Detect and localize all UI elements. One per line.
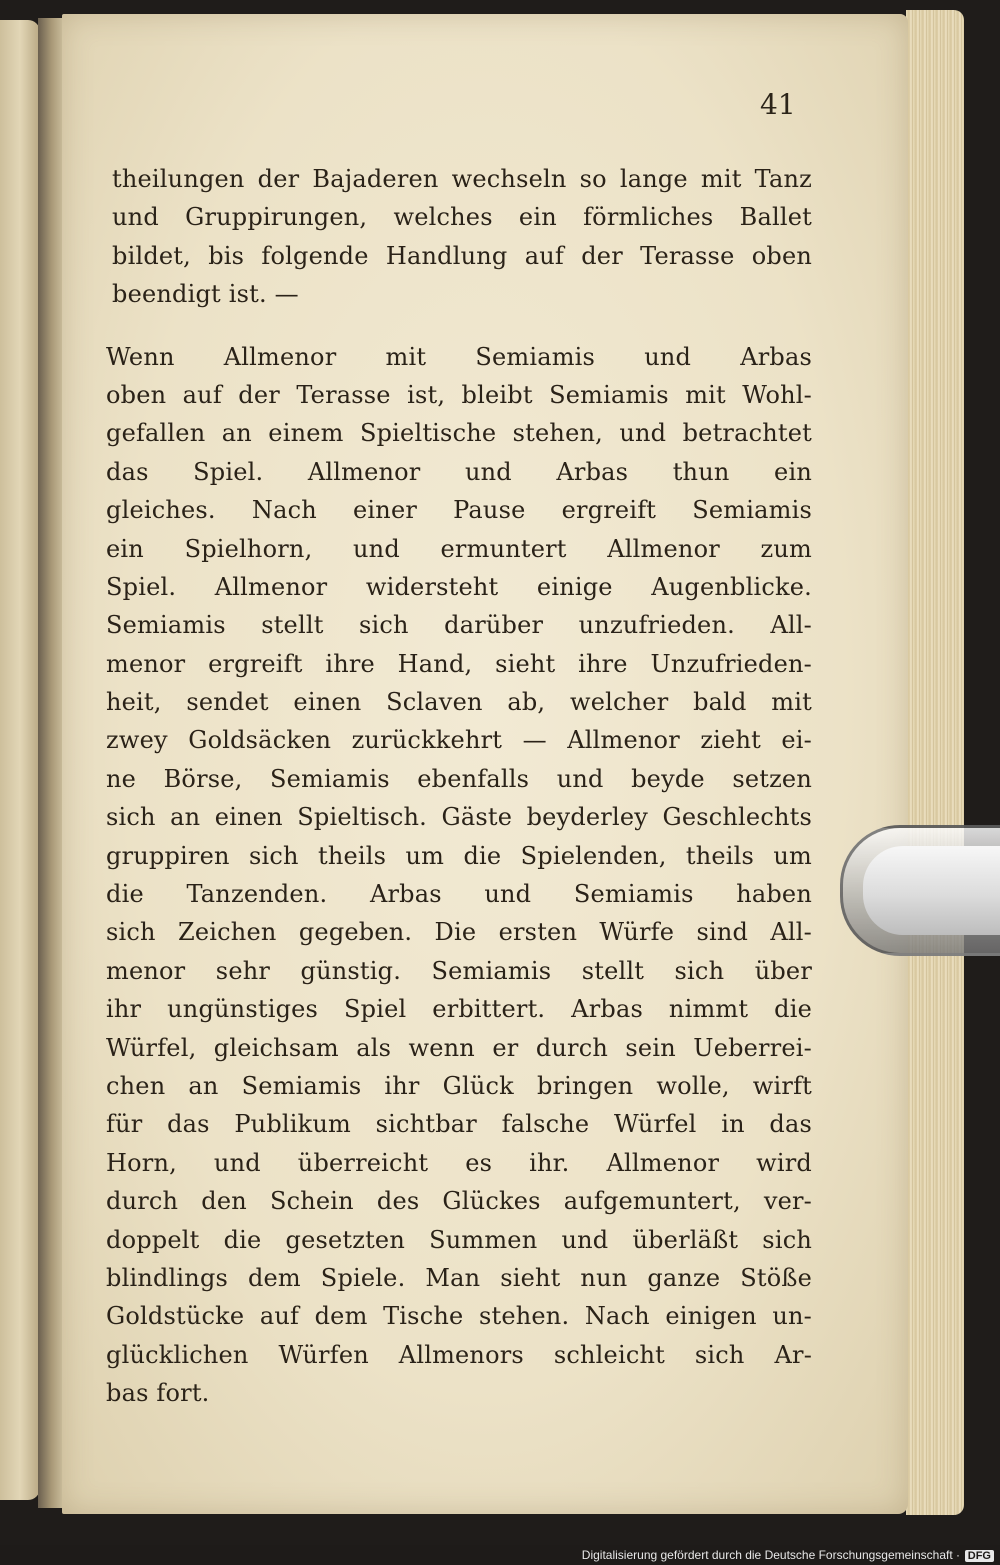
text-line: und Gruppirungen, welches ein förmliches Ballet bbox=[112, 203, 812, 232]
text-line: beendigt ist. — bbox=[112, 280, 299, 309]
page-clip-highlight bbox=[863, 846, 1000, 935]
text-line: ein Spielhorn, und ermuntert Allmenor zum bbox=[106, 534, 812, 563]
text-line: sich Zeichen gegeben. Die ersten Würfe sind All- bbox=[106, 918, 812, 947]
page-clip bbox=[840, 825, 1000, 956]
text-line: heit, sendet einen Sclaven ab, welcher bald mit bbox=[106, 688, 812, 717]
text-line: gefallen an einem Spieltische stehen, und betrachtet bbox=[106, 419, 812, 448]
page-edges bbox=[906, 10, 964, 1515]
text-line: oben auf der Terasse ist, bleibt Semiamis mit Wohl- bbox=[106, 380, 812, 409]
text-line: Spiel. Allmenor widersteht einige Augenblicke. bbox=[106, 572, 812, 601]
dfg-logo: DFG bbox=[965, 1550, 994, 1562]
text-line: Horn, und überreicht es ihr. Allmenor wird bbox=[106, 1148, 812, 1177]
text-line: bas fort. bbox=[106, 1379, 210, 1408]
text-line: bildet, bis folgende Handlung auf der Terasse oben bbox=[112, 241, 812, 270]
text-line: sich an einen Spieltisch. Gäste beyderley Geschlechts bbox=[106, 803, 812, 832]
footer-credit: Digitalisierung gefördert durch die Deutsche Forschungsgemeinschaft · bbox=[581, 1548, 960, 1562]
paragraph-2 bbox=[106, 338, 812, 1413]
paragraph-1 bbox=[112, 160, 812, 314]
text-line: ihr ungünstiges Spiel erbittert. Arbas nimmt die bbox=[106, 995, 812, 1024]
text-line: chen an Semiamis ihr Glück bringen wolle, wirft bbox=[106, 1071, 812, 1100]
text-line: Semiamis stellt sich darüber unzufrieden. All- bbox=[106, 611, 812, 640]
page-number: 41 bbox=[760, 88, 796, 121]
text-line: für das Publikum sichtbar falsche Würfel in das bbox=[106, 1110, 812, 1139]
left-page-edge bbox=[0, 20, 40, 1500]
text-line: ne Börse, Semiamis ebenfalls und beyde setzen bbox=[106, 764, 812, 793]
text-line: menor sehr günstig. Semiamis stellt sich über bbox=[106, 956, 812, 985]
text-line: Würfel, gleichsam als wenn er durch sein Ueberrei- bbox=[106, 1033, 812, 1062]
text-line: gleiches. Nach einer Pause ergreift Semiamis bbox=[106, 496, 812, 525]
text-line: gruppiren sich theils um die Spielenden, theils um bbox=[106, 841, 812, 870]
text-line: glücklichen Würfen Allmenors schleicht sich Ar- bbox=[106, 1340, 812, 1369]
text-line: das Spiel. Allmenor und Arbas thun ein bbox=[106, 457, 812, 486]
text-line: durch den Schein des Glückes aufgemuntert, ver- bbox=[106, 1187, 812, 1216]
text-line: Wenn Allmenor mit Semiamis und Arbas bbox=[106, 342, 812, 371]
text-line: menor ergreift ihre Hand, sieht ihre Unzufrieden- bbox=[106, 649, 812, 678]
paragraph-gap bbox=[112, 314, 812, 338]
text-line: theilungen der Bajaderen wechseln so lange mit Tanz bbox=[112, 165, 812, 193]
text-line: doppelt die gesetzten Summen und überläßt sich bbox=[106, 1225, 812, 1254]
footer-bar bbox=[0, 1545, 1000, 1565]
text-line: blindlings dem Spiele. Man sieht nun ganze Stöße bbox=[106, 1263, 812, 1292]
page-text bbox=[106, 160, 812, 1413]
text-line: Goldstücke auf dem Tische stehen. Nach einigen un- bbox=[106, 1302, 812, 1331]
text-line: die Tanzenden. Arbas und Semiamis haben bbox=[106, 880, 812, 909]
text-line: zwey Goldsäcken zurückkehrt — Allmenor zieht ei- bbox=[106, 726, 812, 755]
